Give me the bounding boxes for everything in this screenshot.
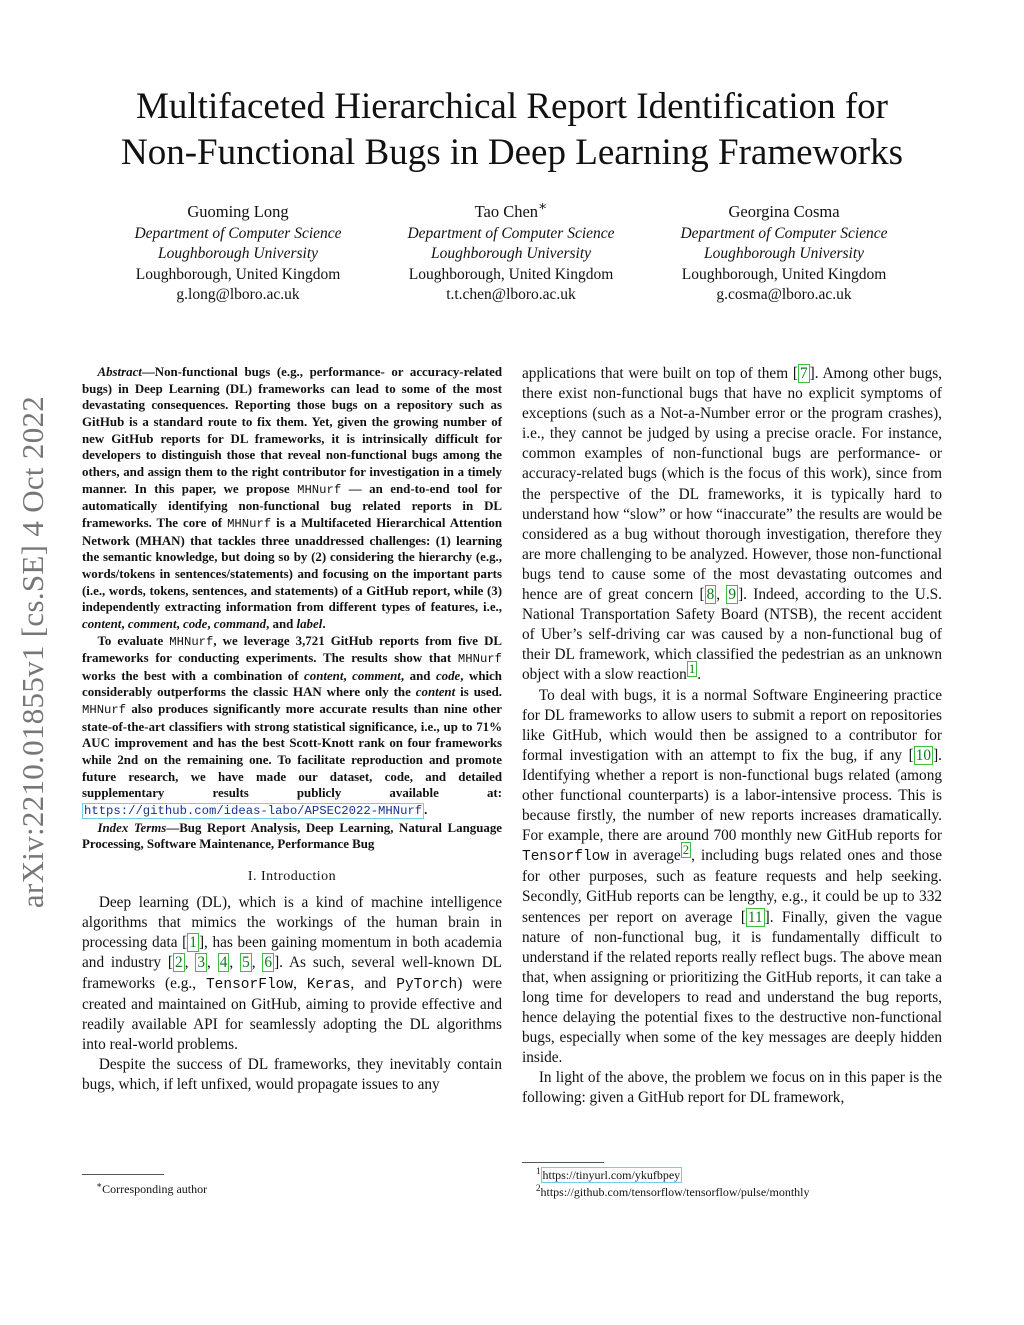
author-university: Loughborough University <box>157 245 319 263</box>
footnote-2: $^2$https://github.com/tensorflow/tensorflow/pulse/monthly <box>536 1183 810 1199</box>
intro-paragraph-4: To deal with bugs, it is a normal Software Engineering practice for DL frameworks to allow users to submit a report on repositories like GitHub, which would then be assigned to a contributor for formal investigation with an attempt to fix the bug, if any [ 10 ]. Identifying whether a report is non-functional bugs related (among other functional counterparts) is a labor-intensive process. This is because firstly, the number of new reports increases dramatically. For example, there are around 700 monthly new GitHub reports for Tensorflow in average $^2$ , including bugs related ones and those for other purposes, such as feature requests and help seeking. Secondly, GitHub reports can be lengthy, e.g., it could be up to 332 sentences per report on average [ 11 ]. Finally, given the vague nature of non-functional bug, it is fundamentally difficult to understand if the related reports really reflect bugs. The above mean that, when assigning or prioritizing the GitHub reports, it can take a long time for developers to read and understand the bug reports, hence delaying the potential fixes to the destructive non-functional bugs, especially when some of the key messages are deeply hidden inside. <box>522 686 942 1067</box>
intro-paragraph-3: applications that were built on top of them [ 7 ]. Among other bugs, there exist non-functional bugs that have no explicit symptoms of exceptions (such as a Not-a-Number error or the program crashes), i.e., they cannot be judged by using a precise oracle. For instance, common examples of non-functional bugs are performance- or accuracy-related bugs (which is the focus of this work), since from the perspective of the DL frameworks, it is typically hard to understand how “slow” or how “inaccurate” the results are would be considered as a bug without thorough investigation, therefore they are more challenging to be analyzed. However, those non-functional bugs tend to cause some of the most devastating outcomes and hence are of great concern [ 8 , 9 ]. Indeed, according to the U.S. National Transportation Safety Board (NTSB), the recent accident of Uber’s self-driving car was caused by a non-functional bug of their DL framework, which classified the pedestrian as an unknown object with a slow reaction $^1$ . <box>522 365 943 684</box>
author-block <box>376 198 646 306</box>
tool-name: MHNurf <box>297 482 342 497</box>
left-column <box>82 364 502 1095</box>
author-location: Loughborough, United Kingdom <box>408 265 614 283</box>
citation-link[interactable]: 4 <box>219 954 228 972</box>
citation-link[interactable]: 10 <box>915 746 932 764</box>
arxiv-sidebar <box>0 372 66 932</box>
author-name: Georgina Cosma <box>728 202 840 221</box>
tool-name: MHNurf <box>227 516 272 531</box>
author-name: Guoming Long <box>187 202 289 221</box>
author-university: Loughborough University <box>703 245 865 263</box>
abstract <box>82 364 502 853</box>
author-department: Department of Computer Science <box>680 224 888 242</box>
citation-link[interactable]: 5 <box>242 954 250 972</box>
title-line-2: Non-Functional Bugs in Deep Learning Frameworks <box>121 132 903 173</box>
citation-link[interactable]: 11 <box>747 908 763 926</box>
footnote-marker[interactable]: 2 <box>682 843 690 858</box>
footnote-corresponding: ∗Corresponding author <box>96 1180 208 1196</box>
citation-link[interactable]: 6 <box>264 954 273 972</box>
citation-link[interactable]: 3 <box>197 954 206 972</box>
footnote-link[interactable]: https://tinyurl.com/ykufbpey <box>542 1168 681 1182</box>
citation-link[interactable]: 8 <box>706 586 715 604</box>
abstract-paragraph-2: To evaluate MHNurf, we leverage 3,721 GitHub reports from five DL frameworks for conducting experiments. The results show that MHNurf works the best with a combination of content, comment, and code, which considerably outperforms the classic HAN where only the content is used. MHNurf also produces significantly more accurate results than nine other state-of-the-art classifiers with strong statistical significance, i.e., up to 71% AUC improvement and has the best Scott-Knott rank on four frameworks while 2nd on the remaining one. To facilitate reproduction and promote future research, we have made our dataset, code, and detailed supplementary results publicly available at: https://github.com/ideas-labo/APSEC2022-MHNurf . <box>82 633 502 819</box>
intro-paragraph-1: Deep learning (DL), which is a kind of machine intelligence algorithms that mimics the workings of the human brain in processing data [ 1 ], has been gaining momentum in both academia and industry [ 2 , 3 , 4 , 5 , 6 ]. As such, several well-known DL frameworks (e.g., TensorFlow, Keras, and PyTorch) were created and maintained on GitHub, aiming to provide effective and readily available API for seamlessly adopting the DL algorithms into real-world problems. <box>82 894 503 1053</box>
footnote-link[interactable]: https://github.com/tensorflow/tensorflow/pulse/monthly <box>540 1185 810 1199</box>
author-university: Loughborough University <box>430 245 592 263</box>
tool-name: MHNurf <box>169 634 214 649</box>
title-line-1: Multifaceted Hierarchical Report Identification for <box>136 86 888 127</box>
arxiv-identifier: arXiv:2210.01855v1 [cs.SE] 4 Oct 2022 <box>15 395 51 909</box>
author-block <box>649 202 919 306</box>
index-terms-label: Index Terms <box>97 820 167 835</box>
right-column <box>522 364 942 1108</box>
tool-name: MHNurf <box>82 703 127 718</box>
footnote-rule <box>82 1174 164 1175</box>
section-heading-introduction: I. Introduction <box>247 869 337 885</box>
citation-link[interactable]: 7 <box>799 365 808 382</box>
citation-link[interactable]: 9 <box>728 586 737 604</box>
abstract-paragraph-1: Abstract—Non-functional bugs (e.g., performance- or accuracy-related bugs) in Deep Learning (DL) frameworks can lead to some of the most devastating consequences. Reporting those bugs on a repository such as GitHub is a standard route to fix them. Yet, given the growing number of new GitHub reports for DL frameworks, it is intrinsically difficult for developers to distinguish those that reveal non-functional bugs among the others, and assign them to the right contributor for investigation in a timely manner. In this paper, we propose MHNurf — an end-to-end tool for automatically identifying non-functional bug related reports in DL frameworks. The core of MHNurf is a Multifaceted Hierarchical Attention Network (MHAN) that tackles three unaddressed challenges: (1) learning the semantic knowledge, but doing so by (2) considering the hierarchy (e.g., words/tokens in sentences/statements) and focusing on the important parts (i.e., words, tokens, sentences, and statements) of a GitHub report, while (3) independently extracting information from different types of features, i.e., content, comment, code, command, and label. <box>82 365 502 631</box>
author-email: t.t.chen@lboro.ac.uk <box>446 286 576 304</box>
abstract-label: Abstract <box>97 365 142 379</box>
citation-link[interactable]: 2 <box>175 954 183 972</box>
footnote-rule <box>522 1162 604 1163</box>
index-terms: Index Terms—Bug Report Analysis, Deep Learning, Natural Language Processing, Software Maintenance, Performance Bug <box>82 820 502 852</box>
citation-link[interactable]: 1 <box>189 934 197 952</box>
footnote-1: $^1$ https://tinyurl.com/ykufbpey <box>536 1166 681 1182</box>
intro-paragraph-5: In light of the above, the problem we focus on in this paper is the following: given a GitHub report for DL framework, <box>522 1069 942 1107</box>
author-department: Department of Computer Science <box>407 224 615 242</box>
author-location: Loughborough, United Kingdom <box>681 265 887 283</box>
author-block <box>103 202 373 306</box>
intro-paragraph-2: Despite the success of DL frameworks, they inevitably contain bugs, which, if left unfixed, would propagate issues to any <box>82 1055 502 1093</box>
author-name: Tao Chen∗ <box>474 198 548 221</box>
tool-name: MHNurf <box>457 652 502 667</box>
author-department: Department of Computer Science <box>134 224 342 242</box>
corresponding-marker: ∗ <box>538 198 548 214</box>
footnote-marker[interactable]: 1 <box>688 662 696 677</box>
author-email: g.long@lboro.ac.uk <box>176 286 300 304</box>
author-email: g.cosma@lboro.ac.uk <box>716 286 852 304</box>
author-location: Loughborough, United Kingdom <box>135 265 341 283</box>
paper-title <box>60 84 964 176</box>
repository-link[interactable]: https://github.com/ideas-labo/APSEC2022-MHNurf <box>84 804 423 819</box>
